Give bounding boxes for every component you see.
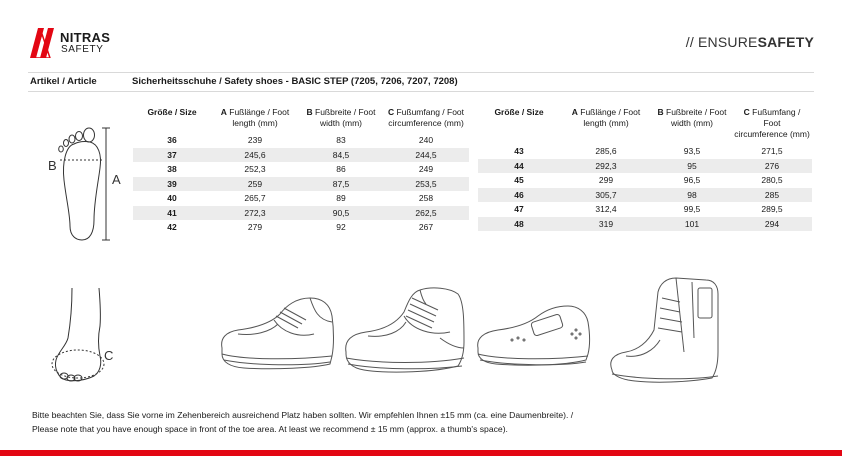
- header-foot-width-sub: width (mm): [670, 118, 714, 128]
- size-cell: 43: [514, 146, 524, 156]
- width-cell: 101: [652, 217, 732, 232]
- table-row: [133, 191, 469, 206]
- high-boot-illustration: [602, 272, 728, 386]
- low-shoe-illustration: [214, 290, 340, 376]
- size-cell: 36: [167, 135, 177, 145]
- header-foot-width-sub: width (mm): [319, 118, 363, 128]
- brand-name: NITRAS: [60, 30, 111, 45]
- table-row: [478, 159, 812, 174]
- table-row: [133, 206, 469, 221]
- length-cell: 285,6: [595, 146, 617, 156]
- label-c: C: [104, 348, 114, 363]
- circumference-cell: 285: [732, 188, 812, 203]
- length-cell: 305,7: [560, 188, 652, 203]
- circumference-cell: 294: [732, 217, 812, 232]
- header-letter-a: A: [571, 107, 578, 117]
- size-table-right: [478, 107, 812, 231]
- tagline-prefix: // ENSURE: [685, 34, 758, 50]
- header-letter-c: C: [387, 107, 395, 117]
- length-cell: 312,4: [595, 204, 617, 214]
- mid-boot-illustration: [340, 282, 472, 378]
- length-cell: 259: [211, 177, 299, 192]
- header-divider-lower: [28, 91, 814, 92]
- header-size: Größe / Size: [494, 107, 544, 117]
- brand-sub: SAFETY: [61, 44, 104, 55]
- fit-note-english: Please note that you have enough space in front of the toe area. At least we recommend ± 15 mm (approx. a thumb's space).: [32, 424, 508, 434]
- length-cell: 245,6: [211, 148, 299, 163]
- table-row: [478, 144, 812, 159]
- length-cell: 272,3: [211, 206, 299, 221]
- table-row: [133, 220, 469, 235]
- fit-note: [32, 408, 573, 436]
- header-foot-length-sub: length (mm): [583, 118, 629, 128]
- length-cell: 265,7: [244, 193, 266, 203]
- size-table-left: [133, 107, 469, 235]
- table-row: [478, 188, 812, 203]
- header-size: Größe / Size: [147, 107, 197, 117]
- size-cell: 47: [514, 204, 524, 214]
- length-cell: 252,3: [244, 164, 266, 174]
- size-cell: 39: [133, 177, 211, 192]
- circumference-cell: 280,5: [761, 175, 783, 185]
- width-cell: 86: [336, 164, 346, 174]
- foot-side-diagram: [44, 286, 124, 391]
- logo-mark-icon: [30, 28, 58, 58]
- table-row: [478, 202, 812, 217]
- circumference-cell: 244,5: [383, 148, 469, 163]
- table-row: [478, 173, 812, 188]
- bottom-accent-bar: [0, 450, 842, 456]
- table-row: [133, 177, 469, 192]
- width-cell: 92: [336, 222, 346, 232]
- width-cell: 96,5: [683, 175, 701, 185]
- header-foot-circumference: [732, 107, 812, 144]
- header-foot-length: [211, 107, 299, 133]
- header-foot-width: [299, 107, 383, 133]
- header-foot-width-text: Fußbreite / Foot: [315, 107, 376, 117]
- header-foot-width-text: Fußbreite / Foot: [666, 107, 727, 117]
- sandal-shoe-illustration: [472, 300, 594, 372]
- toe-3: [69, 135, 75, 143]
- size-cell: 41: [133, 206, 211, 221]
- header-foot-length-text: Fußlänge / Foot: [580, 107, 641, 117]
- header-foot-circumference-text: Fußumfang / Foot: [752, 107, 801, 128]
- product-title: Sicherheitsschuhe / Safety shoes - BASIC STEP (7205, 7206, 7207, 7208): [132, 76, 458, 87]
- foot-outline: [63, 142, 100, 240]
- width-cell: 90,5: [299, 206, 383, 221]
- size-cell: 44: [478, 159, 560, 174]
- circumference-cell: 253,5: [383, 177, 469, 192]
- circumference-cell: 262,5: [383, 206, 469, 221]
- width-cell: 89: [336, 193, 346, 203]
- circumference-cell: 258: [418, 193, 434, 203]
- width-cell: 84,5: [299, 148, 383, 163]
- big-toe: [84, 128, 95, 142]
- size-cell: 38: [167, 164, 177, 174]
- circumference-cell: 267: [418, 222, 434, 232]
- circumference-cell: 249: [418, 164, 434, 174]
- leg-outline: [55, 288, 100, 381]
- header-divider: [28, 72, 814, 73]
- header-foot-length-sub: length (mm): [232, 118, 278, 128]
- length-cell: 319: [560, 217, 652, 232]
- circumference-cell: 240: [418, 135, 434, 145]
- header-foot-circumference-sub: circumference (mm): [734, 129, 810, 139]
- circumference-loop: [52, 350, 104, 378]
- width-cell: 83: [336, 135, 346, 145]
- size-cell: 42: [167, 222, 177, 232]
- width-cell: 93,5: [683, 146, 701, 156]
- size-cell: 46: [478, 188, 560, 203]
- fit-note-german: Bitte beachten Sie, dass Sie vorne im Zehenbereich ausreichend Platz haben sollten. Wir empfehlen Ihnen ±15 mm (ca. eine Daumenbreite). /: [32, 410, 574, 420]
- size-cell: 37: [133, 148, 211, 163]
- width-cell: 95: [652, 159, 732, 174]
- header-foot-width: [652, 107, 732, 144]
- header-foot-length-text: Fußlänge / Foot: [229, 107, 290, 117]
- header-letter-b: B: [306, 107, 313, 117]
- table-row: [133, 133, 469, 148]
- label-b: B: [48, 158, 57, 173]
- width-cell: 87,5: [299, 177, 383, 192]
- length-cell: 299: [598, 175, 614, 185]
- size-cell: 48: [478, 217, 560, 232]
- width-cell: 98: [652, 188, 732, 203]
- circumference-cell: 289,5: [761, 204, 783, 214]
- tagline: [686, 34, 814, 50]
- foot-top-diagram: [44, 122, 124, 242]
- header-letter-b: B: [657, 107, 664, 117]
- length-cell: 292,3: [560, 159, 652, 174]
- header-letter-a: A: [220, 107, 227, 117]
- label-a: A: [112, 172, 121, 187]
- width-cell: 99,5: [683, 204, 701, 214]
- toe-4: [64, 140, 69, 147]
- table-row: [133, 162, 469, 177]
- length-cell: 279: [247, 222, 263, 232]
- circumference-cell: 276: [732, 159, 812, 174]
- header-foot-length: [560, 107, 652, 144]
- table-row: [478, 217, 812, 232]
- table-row: [133, 148, 469, 163]
- toe-5: [59, 146, 64, 152]
- tagline-suffix: SAFETY: [757, 34, 814, 50]
- header-letter-c: C: [743, 107, 750, 117]
- length-cell: 239: [247, 135, 263, 145]
- brand-logo: [30, 28, 120, 58]
- header-foot-circumference: [383, 107, 469, 133]
- header-foot-circumference-text: Fußumfang / Foot: [396, 107, 465, 117]
- size-cell: 45: [514, 175, 524, 185]
- article-label: Artikel / Article: [30, 76, 97, 87]
- size-cell: 40: [167, 193, 177, 203]
- circumference-cell: 271,5: [761, 146, 783, 156]
- header-foot-circumference-sub: circumference (mm): [388, 118, 464, 128]
- toe-2: [76, 132, 83, 141]
